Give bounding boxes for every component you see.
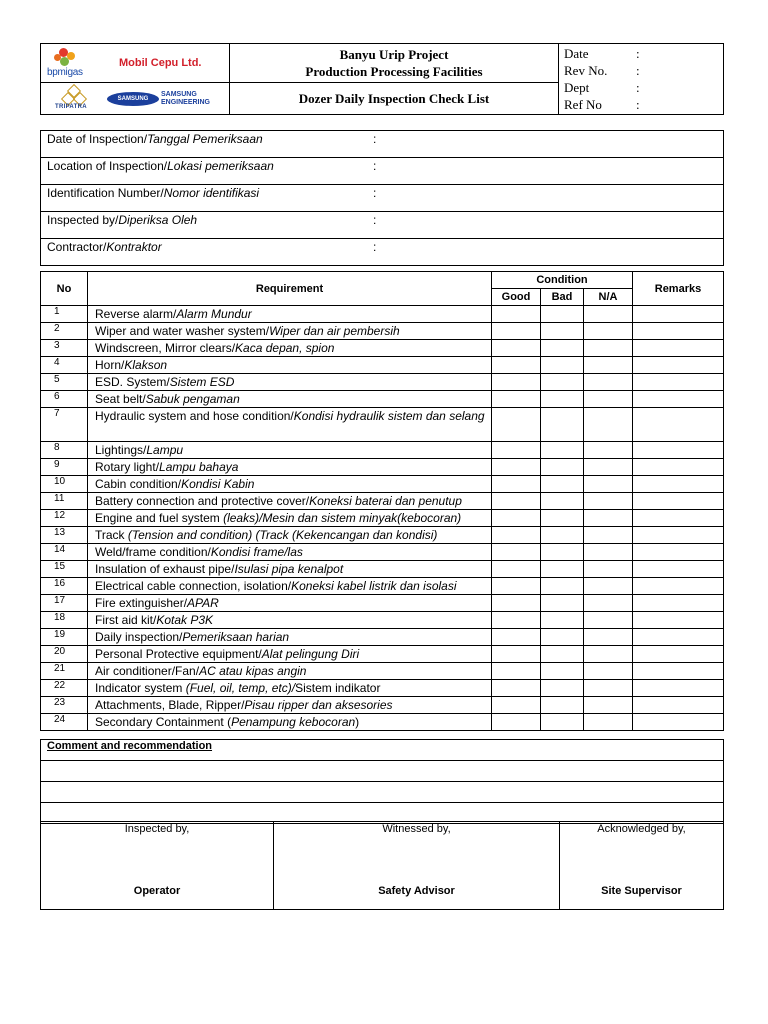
item-requirement: Daily inspection/Pemeriksaan harian [88, 629, 492, 646]
condition-na-cell[interactable] [584, 493, 633, 510]
item-requirement: Track (Tension and condition) (Track (Kekencangan dan kondisi) [88, 527, 492, 544]
col-remarks: Remarks [633, 272, 724, 306]
table-row [41, 544, 724, 561]
comment-title: Comment and recommendation [41, 740, 724, 761]
table-row [41, 408, 724, 442]
comment-line[interactable] [41, 761, 724, 782]
signature-site-supervisor[interactable]: Acknowledged by, Site Supervisor [560, 822, 724, 910]
condition-good-cell[interactable] [492, 697, 541, 714]
item-number: 8 [41, 442, 88, 459]
condition-good-cell[interactable] [492, 340, 541, 357]
condition-good-cell[interactable] [492, 595, 541, 612]
item-number: 21 [41, 663, 88, 680]
item-number: 11 [41, 493, 88, 510]
item-number: 16 [41, 578, 88, 595]
item-requirement: Secondary Containment (Penampung kebocoran) [88, 714, 492, 731]
company-name: Mobil Cepu Ltd. [119, 57, 202, 69]
remarks-cell[interactable] [633, 612, 724, 629]
condition-bad-cell[interactable] [541, 595, 584, 612]
table-row [41, 595, 724, 612]
table-row [41, 340, 724, 357]
condition-good-cell[interactable] [492, 374, 541, 391]
table-row [41, 459, 724, 476]
header-table [40, 43, 724, 115]
condition-na-cell[interactable] [584, 391, 633, 408]
condition-na-cell[interactable] [584, 663, 633, 680]
condition-na-cell[interactable] [584, 561, 633, 578]
remarks-cell[interactable] [633, 663, 724, 680]
condition-good-cell[interactable] [492, 578, 541, 595]
remarks-cell[interactable] [633, 306, 724, 323]
bpmigas-logo: bpmigas [45, 46, 89, 80]
condition-good-cell[interactable] [492, 510, 541, 527]
item-requirement: Rotary light/Lampu bahaya [88, 459, 492, 476]
info-row[interactable]: Location of Inspection/Lokasi pemeriksaan : [41, 158, 724, 185]
condition-good-cell[interactable] [492, 306, 541, 323]
condition-good-cell[interactable] [492, 714, 541, 731]
condition-good-cell[interactable] [492, 527, 541, 544]
condition-bad-cell[interactable] [541, 476, 584, 493]
condition-good-cell[interactable] [492, 612, 541, 629]
item-requirement: Hydraulic system and hose condition/Kondisi hydraulik sistem dan selang [88, 408, 492, 442]
remarks-cell[interactable] [633, 629, 724, 646]
condition-na-cell[interactable] [584, 323, 633, 340]
condition-good-cell[interactable] [492, 459, 541, 476]
condition-good-cell[interactable] [492, 323, 541, 340]
signature-safety-advisor[interactable]: Witnessed by, Safety Advisor [274, 822, 560, 910]
table-row [41, 561, 724, 578]
remarks-cell[interactable] [633, 510, 724, 527]
condition-good-cell[interactable] [492, 629, 541, 646]
remarks-cell[interactable] [633, 544, 724, 561]
table-row [41, 612, 724, 629]
remarks-cell[interactable] [633, 323, 724, 340]
table-row [41, 476, 724, 493]
item-requirement: Personal Protective equipment/Alat pelingung Diri [88, 646, 492, 663]
condition-bad-cell[interactable] [541, 663, 584, 680]
condition-good-cell[interactable] [492, 357, 541, 374]
item-number: 10 [41, 476, 88, 493]
condition-bad-cell[interactable] [541, 629, 584, 646]
condition-good-cell[interactable] [492, 663, 541, 680]
meta-dept: Dept : [564, 80, 640, 95]
item-number: 3 [41, 340, 88, 357]
signature-table [40, 821, 724, 910]
checklist-table [40, 271, 724, 731]
signature-operator[interactable]: Inspected by, Operator [41, 822, 274, 910]
item-number: 17 [41, 595, 88, 612]
item-number: 14 [41, 544, 88, 561]
item-requirement: Attachments, Blade, Ripper/Pisau ripper dan aksesories [88, 697, 492, 714]
item-number: 18 [41, 612, 88, 629]
item-number: 1 [41, 306, 88, 323]
meta-ref: Ref No : [564, 97, 640, 112]
remarks-cell[interactable] [633, 357, 724, 374]
condition-na-cell[interactable] [584, 612, 633, 629]
condition-na-cell[interactable] [584, 306, 633, 323]
table-row [41, 578, 724, 595]
info-row[interactable]: Contractor/Kontraktor : [41, 239, 724, 266]
item-requirement: Seat belt/Sabuk pengaman [88, 391, 492, 408]
item-requirement: Weld/frame condition/Kondisi frame/las [88, 544, 492, 561]
condition-na-cell[interactable] [584, 340, 633, 357]
meta-rev: Rev No. : [564, 63, 640, 78]
item-requirement: Windscreen, Mirror clears/Kaca depan, spion [88, 340, 492, 357]
table-row [41, 357, 724, 374]
info-row[interactable]: Inspected by/Diperiksa Oleh : [41, 212, 724, 239]
item-number: 24 [41, 714, 88, 731]
remarks-cell[interactable] [633, 340, 724, 357]
info-row[interactable]: Date of Inspection/Tanggal Pemeriksaan : [41, 131, 724, 158]
table-row [41, 527, 724, 544]
condition-bad-cell[interactable] [541, 391, 584, 408]
col-good: Good [492, 289, 541, 306]
info-row[interactable]: Identification Number/Nomor identifikasi : [41, 185, 724, 212]
condition-bad-cell[interactable] [541, 578, 584, 595]
item-requirement: Insulation of exhaust pipe/Isulasi pipa kenalpot [88, 561, 492, 578]
condition-bad-cell[interactable] [541, 714, 584, 731]
item-requirement: Lightings/Lampu [88, 442, 492, 459]
condition-bad-cell[interactable] [541, 493, 584, 510]
item-requirement: ESD. System/Sistem ESD [88, 374, 492, 391]
remarks-cell[interactable] [633, 459, 724, 476]
condition-good-cell[interactable] [492, 680, 541, 697]
condition-good-cell[interactable] [492, 442, 541, 459]
remarks-cell[interactable] [633, 561, 724, 578]
condition-bad-cell[interactable] [541, 306, 584, 323]
item-requirement: Fire extinguisher/APAR [88, 595, 492, 612]
table-row [41, 629, 724, 646]
table-row [41, 663, 724, 680]
condition-bad-cell[interactable] [541, 697, 584, 714]
remarks-cell[interactable] [633, 493, 724, 510]
table-row [41, 374, 724, 391]
remarks-cell[interactable] [633, 408, 724, 442]
condition-na-cell[interactable] [584, 374, 633, 391]
col-no: No [41, 272, 88, 306]
meta-date: Date : [564, 46, 640, 61]
partner-logos-row [41, 82, 229, 114]
col-requirement: Requirement [88, 272, 492, 306]
condition-bad-cell[interactable] [541, 646, 584, 663]
comment-line[interactable] [41, 782, 724, 803]
remarks-cell[interactable] [633, 697, 724, 714]
document-meta [559, 44, 724, 115]
item-requirement: Reverse alarm/Alarm Mundur [88, 306, 492, 323]
table-row [41, 510, 724, 527]
remarks-cell[interactable] [633, 476, 724, 493]
table-row [41, 442, 724, 459]
table-row [41, 680, 724, 697]
condition-na-cell[interactable] [584, 459, 633, 476]
col-condition: Condition [492, 272, 633, 289]
item-requirement: Cabin condition/Kondisi Kabin [88, 476, 492, 493]
col-bad: Bad [541, 289, 584, 306]
remarks-cell[interactable] [633, 527, 724, 544]
inspection-info-table [40, 130, 724, 266]
condition-good-cell[interactable] [492, 646, 541, 663]
item-number: 2 [41, 323, 88, 340]
remarks-cell[interactable] [633, 646, 724, 663]
item-requirement: Electrical cable connection, isolation/Koneksi kabel listrik dan isolasi [88, 578, 492, 595]
col-na: N/A [584, 289, 633, 306]
condition-na-cell[interactable] [584, 527, 633, 544]
table-row [41, 697, 724, 714]
condition-good-cell[interactable] [492, 544, 541, 561]
checklist-rows [41, 306, 724, 731]
condition-na-cell[interactable] [584, 595, 633, 612]
comment-table [40, 739, 724, 824]
tripatra-logo: TRIPATRA [55, 85, 99, 113]
item-requirement: Engine and fuel system (leaks)/Mesin dan sistem minyak(kebocoran) [88, 510, 492, 527]
condition-na-cell[interactable] [584, 680, 633, 697]
condition-bad-cell[interactable] [541, 561, 584, 578]
condition-bad-cell[interactable] [541, 374, 584, 391]
condition-na-cell[interactable] [584, 476, 633, 493]
remarks-cell[interactable] [633, 680, 724, 697]
item-requirement: Battery connection and protective cover/Koneksi baterai dan penutup [88, 493, 492, 510]
item-number: 22 [41, 680, 88, 697]
remarks-cell[interactable] [633, 374, 724, 391]
remarks-cell[interactable] [633, 714, 724, 731]
condition-good-cell[interactable] [492, 391, 541, 408]
condition-na-cell[interactable] [584, 646, 633, 663]
remarks-cell[interactable] [633, 391, 724, 408]
table-row [41, 646, 724, 663]
item-number: 20 [41, 646, 88, 663]
document-title: Dozer Daily Inspection Check List [230, 83, 559, 115]
item-requirement: First aid kit/Kotak P3K [88, 612, 492, 629]
condition-bad-cell[interactable] [541, 680, 584, 697]
condition-bad-cell[interactable] [541, 527, 584, 544]
item-number: 19 [41, 629, 88, 646]
item-requirement: Air conditioner/Fan/AC atau kipas angin [88, 663, 492, 680]
condition-bad-cell[interactable] [541, 510, 584, 527]
condition-na-cell[interactable] [584, 544, 633, 561]
table-row [41, 306, 724, 323]
condition-na-cell[interactable] [584, 714, 633, 731]
remarks-cell[interactable] [633, 442, 724, 459]
project-title: Banyu Urip Project Production Processing Facilities [230, 44, 559, 83]
item-number: 15 [41, 561, 88, 578]
item-number: 13 [41, 527, 88, 544]
item-requirement: Indicator system (Fuel, oil, temp, etc)/Sistem indikator [88, 680, 492, 697]
condition-bad-cell[interactable] [541, 459, 584, 476]
item-requirement: Wiper and water washer system/Wiper dan air pembersih [88, 323, 492, 340]
remarks-cell[interactable] [633, 578, 724, 595]
item-number: 5 [41, 374, 88, 391]
samsung-logo: SAMSUNG SAMSUNG ENGINEERING [107, 91, 210, 107]
condition-bad-cell[interactable] [541, 357, 584, 374]
condition-good-cell[interactable] [492, 561, 541, 578]
item-number: 7 [41, 408, 88, 442]
condition-bad-cell[interactable] [541, 612, 584, 629]
condition-bad-cell[interactable] [541, 442, 584, 459]
table-row [41, 323, 724, 340]
condition-bad-cell[interactable] [541, 408, 584, 442]
bpmigas-logo-row [41, 44, 229, 82]
condition-good-cell[interactable] [492, 408, 541, 442]
condition-na-cell[interactable] [584, 357, 633, 374]
table-row [41, 714, 724, 731]
condition-na-cell[interactable] [584, 697, 633, 714]
item-number: 6 [41, 391, 88, 408]
condition-bad-cell[interactable] [541, 340, 584, 357]
condition-bad-cell[interactable] [541, 544, 584, 561]
logo-cell [41, 44, 230, 115]
condition-good-cell[interactable] [492, 476, 541, 493]
item-requirement: Horn/Klakson [88, 357, 492, 374]
table-row [41, 391, 724, 408]
condition-good-cell[interactable] [492, 493, 541, 510]
item-number: 23 [41, 697, 88, 714]
item-number: 4 [41, 357, 88, 374]
condition-na-cell[interactable] [584, 510, 633, 527]
table-row [41, 493, 724, 510]
condition-bad-cell[interactable] [541, 323, 584, 340]
condition-na-cell[interactable] [584, 408, 633, 442]
condition-na-cell[interactable] [584, 629, 633, 646]
remarks-cell[interactable] [633, 595, 724, 612]
item-number: 12 [41, 510, 88, 527]
condition-na-cell[interactable] [584, 442, 633, 459]
condition-na-cell[interactable] [584, 578, 633, 595]
item-number: 9 [41, 459, 88, 476]
